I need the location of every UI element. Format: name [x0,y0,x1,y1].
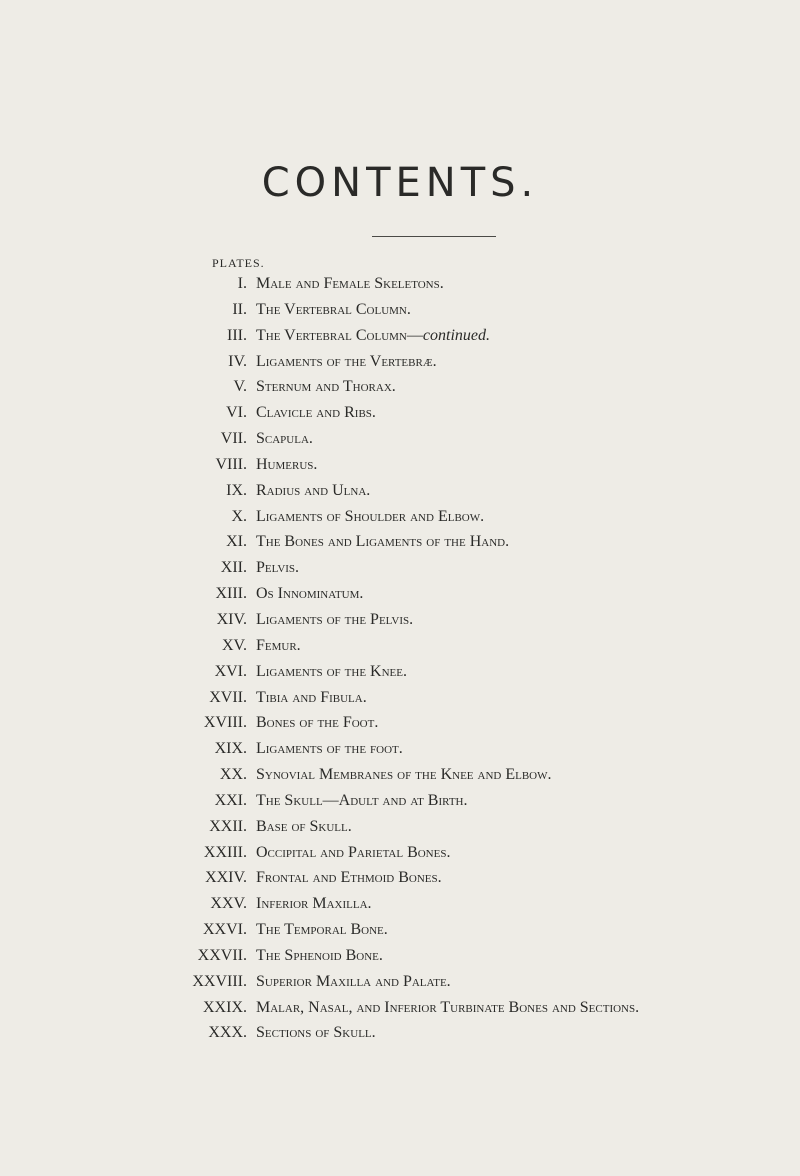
plate-number: VII. [220,430,247,448]
plate-entry [0,374,800,400]
plate-title [256,452,317,478]
plate-title-suffix: continued. [422,326,490,344]
plate-entry [0,736,800,762]
plate-entry [0,607,800,633]
plate-title [256,969,451,995]
plate-title [256,736,403,762]
plate-title [256,504,484,530]
plate-number: III. [227,326,247,344]
plate-title-text: Clavicle and Ribs. [256,404,376,422]
plate-title [256,891,372,917]
plate-entry [0,400,800,426]
plate-entry [0,271,800,297]
plate-title-text: The Vertebral Column. [256,300,411,318]
plate-title-text: The Bones and Ligaments of the Hand. [256,533,510,551]
plate-entry [0,1020,800,1046]
plate-entry [0,840,800,866]
plate-title [256,607,413,633]
plate-title [256,788,467,814]
plate-title [256,710,378,736]
plate-title [256,840,450,866]
page-title: CONTENTS. [261,160,539,206]
plate-title-text: The Vertebral Column— [256,326,423,344]
plate-number: XVIII. [203,714,247,732]
plate-number: VI. [226,404,247,422]
plates-heading: PLATES. [212,256,265,270]
plate-title-text: Inferior Maxilla. [256,895,372,913]
plate-title-text: Male and Female Skeletons. [256,275,444,292]
plate-title [256,297,411,323]
plate-number: XVII. [209,688,247,706]
plate-title [256,555,299,581]
plate-entry [0,917,800,943]
plate-title [256,323,490,349]
plate-title [256,581,363,607]
plate-entry [0,943,800,969]
plate-number: XX. [219,766,247,784]
plate-number: XXIII. [203,843,247,861]
plate-number: VIII. [215,455,247,473]
plate-title [256,271,444,297]
plate-number: IX. [226,481,247,499]
plate-title-text: Ligaments of the Vertebræ. [256,352,437,370]
plate-title [256,478,370,504]
plate-title-text: Radius and Ulna. [256,481,371,499]
title-divider [372,236,496,237]
plate-number: XIII. [215,585,247,603]
plate-entry [0,581,800,607]
plate-number: XIV. [216,610,247,628]
plate-entry [0,297,800,323]
plate-title [256,995,639,1021]
plate-number: XII. [220,559,247,577]
plate-number: XVI. [214,662,247,680]
plate-number: XXX. [208,1024,247,1042]
plate-entry [0,710,800,736]
plate-entry [0,685,800,711]
plate-number: I. [237,275,247,292]
plate-title-text: Sections of Skull. [256,1024,376,1042]
plate-number: II. [232,300,247,318]
plate-title [256,400,376,426]
plate-number: XIX. [214,740,247,758]
plate-title [256,814,352,840]
plate-entry [0,995,800,1021]
plate-entry [0,659,800,685]
plate-title [256,917,388,943]
plate-title-text: Superior Maxilla and Palate. [256,972,451,990]
plate-number: X. [231,507,247,525]
plate-title [256,374,396,400]
plate-title-text: The Sphenoid Bone. [256,946,383,964]
plate-title-text: Pelvis. [256,559,300,577]
plate-entry [0,529,800,555]
plate-number: XXVI. [203,921,247,939]
plate-title-text: Sternum and Thorax. [256,378,396,396]
plate-title [256,943,383,969]
plate-title [256,633,301,659]
plate-title-text: The Temporal Bone. [256,921,388,939]
plate-title [256,426,313,452]
plate-entry [0,633,800,659]
plate-number: XXI. [214,791,247,809]
plate-entry [0,555,800,581]
plate-title-text: Base of Skull. [256,817,352,835]
plate-entry [0,891,800,917]
plate-entry [0,788,800,814]
plate-entry [0,478,800,504]
plate-entry [0,814,800,840]
plate-title-text: Scapula. [256,430,313,448]
plate-number: XXIX. [203,998,247,1016]
plate-number: XXVII. [197,946,247,964]
plate-title-text: Humerus. [256,455,318,473]
plate-title-text: Femur. [256,636,301,654]
plate-number: XXVIII. [192,972,247,990]
plate-entry [0,323,800,349]
plate-title-text: Tibia and Fibula. [256,688,367,706]
plate-number: IV. [228,352,247,370]
plate-entry [0,349,800,375]
plate-title [256,762,552,788]
plate-title-text: The Skull—Adult and at Birth. [256,791,468,809]
plate-number: XXV. [210,895,247,913]
plate-title-text: Ligaments of the Pelvis. [256,610,414,628]
plate-number: XV. [221,636,247,654]
plate-entry [0,969,800,995]
plate-title [256,659,407,685]
plate-title-text: Os Innominatum. [256,585,364,603]
plate-entry [0,865,800,891]
plate-entry [0,426,800,452]
plate-number: XI. [226,533,247,551]
plate-title-text: Ligaments of Shoulder and Elbow. [256,507,485,525]
plate-title-text: Ligaments of the Knee. [256,662,407,680]
plate-title [256,685,367,711]
plate-title-text: Malar, Nasal, and Inferior Turbinate Bones and Sections. [256,998,640,1016]
plate-entry [0,452,800,478]
plate-title [256,529,509,555]
plate-title-text: Occipital and Parietal Bones. [256,843,451,861]
plate-title-text: Synovial Membranes of the Knee and Elbow. [256,766,552,784]
plate-title [256,349,437,375]
plate-title [256,1020,376,1046]
plate-number: V. [233,378,247,396]
plate-title-text: Frontal and Ethmoid Bones. [256,869,442,887]
plate-number: XXIV. [205,869,247,887]
plate-entry [0,762,800,788]
plates-list [0,271,800,1046]
plate-title-text: Ligaments of the foot. [256,740,403,758]
plate-number: XXII. [209,817,247,835]
plate-entry [0,504,800,530]
plate-title [256,865,442,891]
plate-title-text: Bones of the Foot. [256,714,379,732]
